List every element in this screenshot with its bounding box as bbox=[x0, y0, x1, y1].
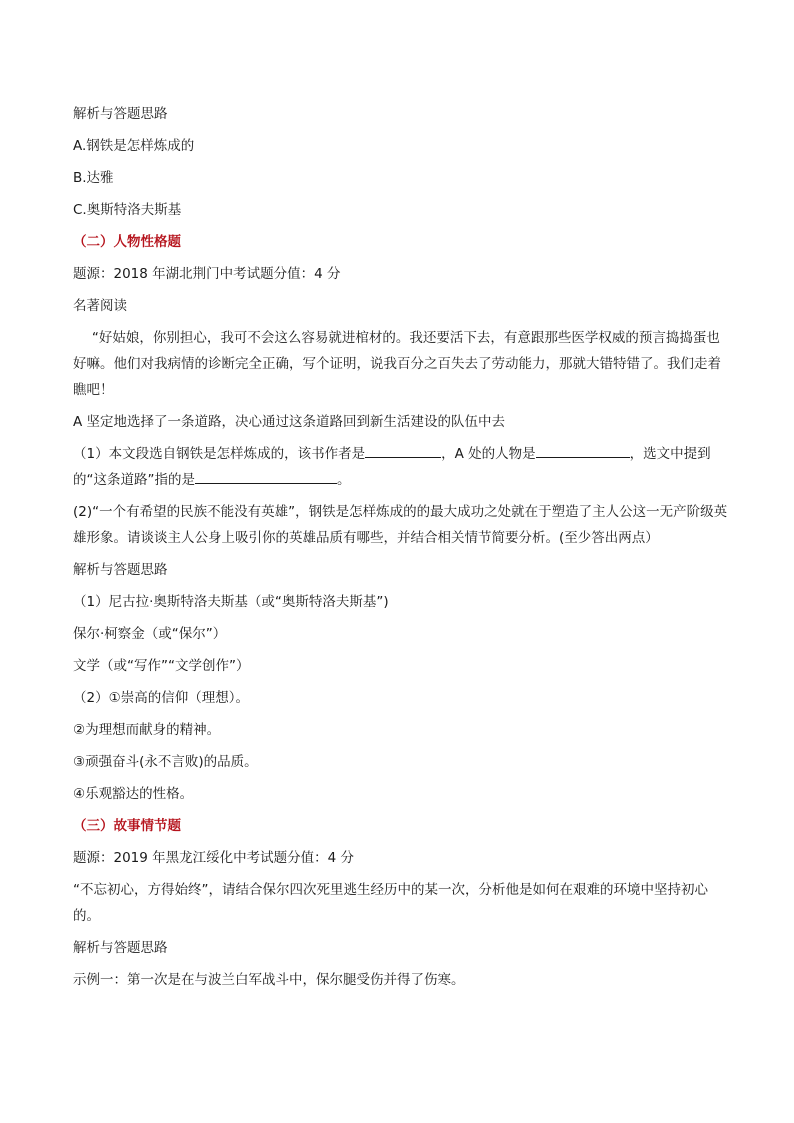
answer-2-line-3: ③顽强奋斗(永不言败)的品质。 bbox=[73, 754, 258, 770]
plot-question: “不忘初心，方得始终”，请结合保尔四次死里逃生经历中的某一次，分析他是如何在艰难的环境中坚持初心的。 bbox=[73, 882, 708, 924]
answer-1-line-1: （1）尼古拉·奥斯特洛夫斯基（或“奥斯特洛夫斯基”) bbox=[73, 594, 389, 610]
question-source: 题源：2019 年黑龙江绥化中考试题分值：4 分 bbox=[73, 850, 355, 866]
question-2: (2)“一个有希望的民族不能没有英雄”，钢铁是怎样炼成的的最大成功之处就在于塑造了主人公这一无产阶级英雄形象。请谈谈主人公身上吸引你的英雄品质有哪些，并结合相关情节简要分析。(至少答出两点） bbox=[73, 504, 728, 546]
question-1-text-3: ，选文中提到的“这条道路”指的是 bbox=[73, 446, 711, 488]
document-page bbox=[73, 101, 733, 999]
section-title-plot: （三）故事情节题 bbox=[73, 818, 181, 834]
question-1 bbox=[73, 441, 733, 493]
answer-blank-road bbox=[195, 467, 337, 484]
answer-2-line-2: ②为理想而献身的精神。 bbox=[73, 722, 221, 738]
section-subtitle: 名著阅读 bbox=[73, 298, 127, 314]
analysis-heading: 解析与答题思路 bbox=[73, 562, 168, 578]
answer-1-line-2: 保尔·柯察金（或“保尔”） bbox=[73, 626, 227, 642]
answer-blank-author bbox=[365, 441, 441, 458]
analysis-heading: 解析与答题思路 bbox=[73, 940, 168, 956]
question-1-text-4: 。 bbox=[337, 472, 351, 488]
question-source: 题源：2018 年湖北荆门中考试题分值：4 分 bbox=[73, 266, 341, 282]
answer-1-line-3: 文学（或“写作”“文学创作”） bbox=[73, 658, 250, 674]
section-title-character: （二）人物性格题 bbox=[73, 234, 181, 250]
answer-blank-character bbox=[536, 441, 630, 458]
answer-option-c: C.奥斯特洛夫斯基 bbox=[73, 202, 182, 218]
answer-2-line-4: ④乐观豁达的性格。 bbox=[73, 786, 194, 802]
example-answer-1: 示例一：第一次是在与波兰白军战斗中，保尔腿受伤并得了伤寒。 bbox=[73, 972, 465, 988]
question-1-text-1: （1）本文段选自钢铁是怎样炼成的，该书作者是 bbox=[73, 446, 366, 462]
analysis-heading: 解析与答题思路 bbox=[73, 106, 168, 122]
question-1-text-2: ，A 处的人物是 bbox=[441, 446, 536, 462]
answer-option-a: A.钢铁是怎样炼成的 bbox=[73, 138, 195, 154]
passage-a-line: A 坚定地选择了一条道路，决心通过这条道路回到新生活建设的队伍中去 bbox=[73, 414, 506, 430]
answer-2-line-1: （2）①崇高的信仰（理想）。 bbox=[73, 690, 249, 706]
answer-option-b: B.达雅 bbox=[73, 170, 114, 186]
reading-passage: “好姑娘，你别担心，我可不会这么容易就进棺材的。我还要活下去，有意跟那些医学权威的预言捣捣蛋也好嘛。他们对我病情的诊断完全正确，写个证明，说我百分之百失去了劳动能力，那就大错特错了。我们走着瞧吧！ bbox=[73, 330, 721, 398]
